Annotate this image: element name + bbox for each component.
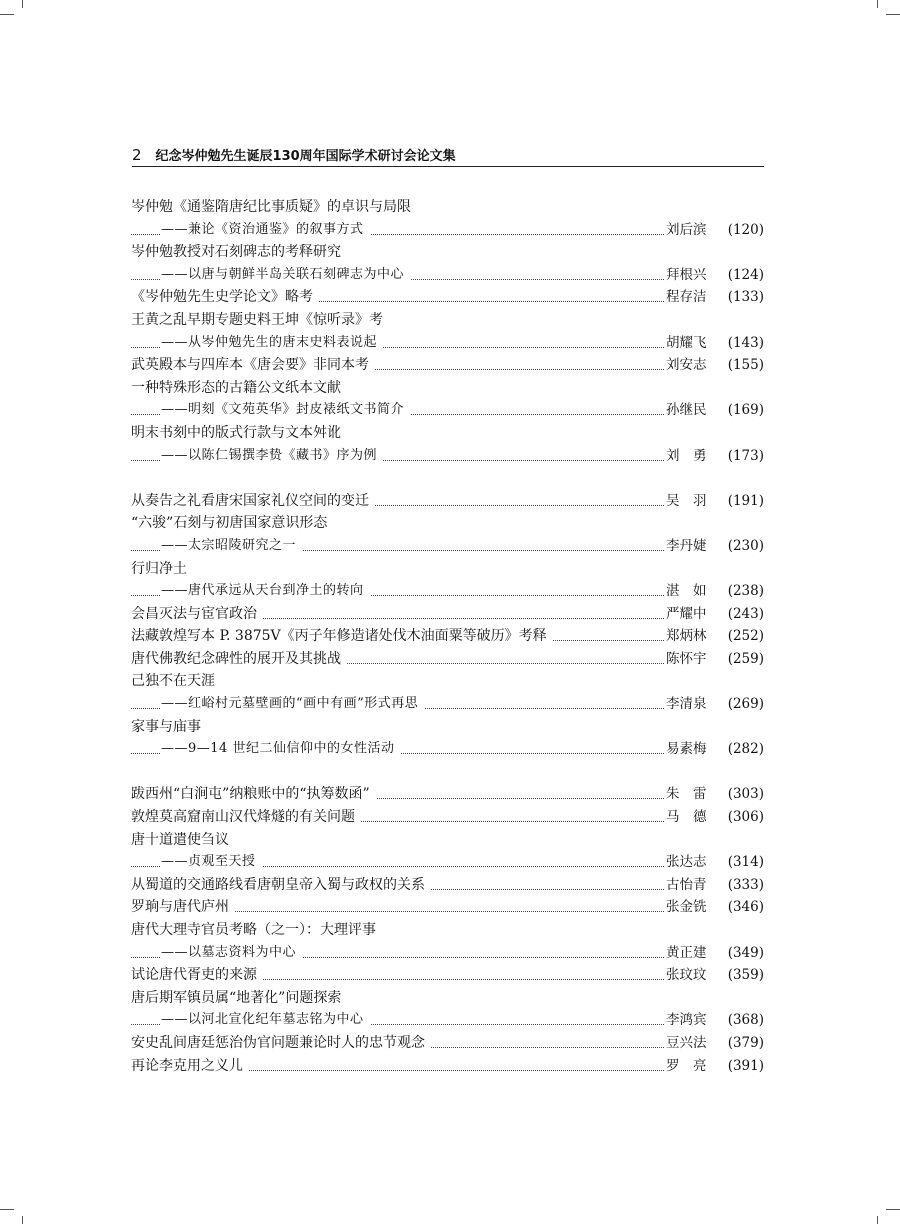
entry-title: 敦煌莫高窟南山汉代烽燧的有关问题 [131,806,361,829]
entry-subtitle: ——兼论《资治通鉴》的叙事方式 [161,219,370,242]
entry-title: 再论李克用之义儿 [131,1055,249,1078]
toc-entry-row [131,806,764,829]
entry-title: 家事与庙事 [131,716,207,739]
toc-entry-row [131,422,764,445]
entry-title: 从蜀道的交通路线看唐朝皇帝入蜀与政权的关系 [131,874,431,897]
toc-subtitle-row [131,219,764,242]
entry-author: 拜根兴 [666,264,714,287]
toc-entry-row [131,829,764,852]
toc-entry-row [131,309,764,332]
entry-title: 唐代大理寺官员考略（之一）：大理评事 [131,919,382,942]
entry-title: “六骏”石刻与初唐国家意识形态 [131,512,333,535]
entry-title: 唐十道遣使刍议 [131,829,235,852]
entry-author: 李丹婕 [666,535,714,558]
toc-subtitle-row [131,264,764,287]
entry-author: 程存洁 [666,286,714,309]
entry-author: 张达志 [666,851,714,874]
crop-mark-top-right [886,14,900,15]
section-gap [131,761,764,784]
entry-author: 李清泉 [666,693,714,716]
entry-author: 陈怀宇 [666,648,714,671]
entry-title: 一种特殊形态的古籍公文纸本文献 [131,377,347,400]
toc-entry-row [131,625,764,648]
toc-subtitle-row [131,693,764,716]
crop-mark-bottom-right [886,1209,900,1210]
entry-subtitle: ——9—14 世纪二仙信仰中的女性活动 [161,738,400,761]
entry-page: (124) [727,266,764,283]
entry-author: 刘后滨 [666,219,714,242]
entry-title: 岑仲勉《通鉴隋唐纪比事质疑》的卓识与局限 [131,196,417,219]
entry-author: 马 德 [666,806,714,829]
toc-entry-row [131,1055,764,1078]
toc-subtitle-row [131,332,764,355]
entry-page: (252) [727,628,764,645]
entry-subtitle: ——以唐与朝鲜半岛关联石刻碑志为中心 [161,264,410,287]
entry-author: 刘 勇 [666,445,714,468]
entry-subtitle: ——以陈仁锡撰李贽《藏书》序为例 [161,445,383,468]
toc-entry-row [131,919,764,942]
toc-subtitle-row [131,445,764,468]
toc-subtitle-row [131,738,764,761]
book-title: 纪念岑仲勉先生诞辰130周年国际学术研讨会论文集 [155,149,456,164]
crop-mark-bottom-left-v [22,1216,23,1224]
entry-page: (346) [727,899,764,916]
toc-entry-row [131,783,764,806]
entry-title: 罗珦与唐代庐州 [131,896,235,919]
entry-author: 郑炳林 [666,625,714,648]
toc-entry-row [131,354,764,377]
running-header [132,146,764,167]
entry-page: (333) [727,876,764,893]
toc-entry-row [131,603,764,626]
entry-page: (169) [727,402,764,419]
table-of-contents [131,196,764,1077]
toc-entry-row [131,648,764,671]
toc-entry-row [131,241,764,264]
crop-mark-bottom-right-v [877,1216,878,1224]
toc-entry-row [131,874,764,897]
toc-subtitle-row [131,942,764,965]
entry-page: (303) [727,786,764,803]
toc-entry-row [131,987,764,1010]
toc-entry-row [131,377,764,400]
entry-title: 从奏告之礼看唐宋国家礼仪空间的变迁 [131,490,375,513]
entry-author: 豆兴法 [666,1032,714,1055]
entry-subtitle: ——明刻《文苑英华》封皮裱纸文书简介 [161,399,410,422]
entry-page: (230) [727,537,764,554]
entry-page: (173) [727,447,764,464]
entry-page: (368) [727,1012,764,1029]
entry-page: (191) [727,492,764,509]
entry-page: (120) [727,221,764,238]
entry-subtitle: ——红峪村元墓壁画的“画中有画”形式再思 [161,693,424,716]
entry-page: (269) [727,696,764,713]
entry-title: 安史乱间唐廷惩治伪官问题兼论时人的忠节观念 [131,1032,431,1055]
entry-author: 湛 如 [666,580,714,603]
entry-author: 刘安志 [666,354,714,377]
entry-author: 吴 羽 [666,490,714,513]
entry-subtitle: ——以河北宣化纪年墓志铭为中心 [161,1009,370,1032]
entry-page: (314) [727,854,764,871]
entry-author: 张金铣 [666,896,714,919]
entry-page: (349) [727,944,764,961]
entry-title: 武英殿本与四库本《唐会要》非同本考 [131,354,375,377]
entry-page: (133) [727,289,764,306]
crop-mark-top-right-v [877,0,878,8]
toc-entry-row [131,286,764,309]
toc-entry-row [131,716,764,739]
entry-author: 古怡青 [666,874,714,897]
entry-author: 黄正建 [666,942,714,965]
toc-entry-row [131,670,764,693]
entry-page: (306) [727,809,764,826]
entry-page: (155) [727,357,764,374]
toc-subtitle-row [131,535,764,558]
toc-entry-row [131,964,764,987]
entry-page: (282) [727,741,764,758]
entry-subtitle: ——太宗昭陵研究之一 [161,535,302,558]
entry-title: 会昌灭法与宦官政治 [131,603,263,626]
entry-page: (238) [727,583,764,600]
entry-page: (379) [727,1034,764,1051]
entry-subtitle: ——从岑仲勉先生的唐末史料表说起 [161,332,383,355]
entry-author: 罗 亮 [666,1055,714,1078]
toc-entry-row [131,896,764,919]
crop-mark-bottom-left [0,1209,14,1210]
entry-title: 唐后期军镇员属“地著化”问题探索 [131,987,347,1010]
toc-subtitle-row [131,1009,764,1032]
entry-page: (143) [727,334,764,351]
entry-author: 易素梅 [666,738,714,761]
entry-title: 己独不在天涯 [131,670,221,693]
toc-subtitle-row [131,851,764,874]
entry-author: 孙继民 [666,399,714,422]
entry-title: 行归净土 [131,558,193,581]
entry-author: 张玟玟 [666,964,714,987]
toc-entry-row [131,512,764,535]
entry-page: (243) [727,605,764,622]
entry-author: 朱 雷 [666,783,714,806]
entry-page: (359) [727,967,764,984]
crop-mark-top-left-v [22,0,23,8]
entry-title: 跋西州“白涧屯”纳粮账中的“执筹数函” [131,783,376,806]
toc-entry-row [131,196,764,219]
entry-page: (259) [727,650,764,667]
entry-title: 试论唐代胥吏的来源 [131,964,263,987]
page-number: 2 [132,146,142,164]
entry-subtitle: ——贞观至天授 [161,851,262,874]
entry-subtitle: ——以墓志资料为中心 [161,942,302,965]
entry-author: 李鸿宾 [666,1009,714,1032]
toc-subtitle-row [131,580,764,603]
toc-entry-row [131,490,764,513]
entry-title: 岑仲勉教授对石刻碑志的考释研究 [131,241,347,264]
crop-mark-top-left [0,14,14,15]
toc-subtitle-row [131,399,764,422]
toc-entry-row [131,1032,764,1055]
entry-title: 明末书刻中的版式行款与文本舛讹 [131,422,347,445]
entry-title: 唐代佛教纪念碑性的展开及其挑战 [131,648,347,671]
entry-page: (391) [727,1057,764,1074]
entry-subtitle: ——唐代承远从天台到净土的转向 [161,580,370,603]
entry-title: 王黄之乱早期专题史料王坤《惊听录》考 [131,309,389,332]
toc-entry-row [131,558,764,581]
entry-author: 胡耀飞 [666,332,714,355]
entry-title: 《岑仲勉先生史学论文》略考 [131,286,319,309]
entry-title: 法藏敦煌写本 P. 3875V《丙子年修造诸处伐木油面粟等破历》考释 [131,625,553,648]
entry-author: 严耀中 [666,603,714,626]
section-gap [131,467,764,490]
